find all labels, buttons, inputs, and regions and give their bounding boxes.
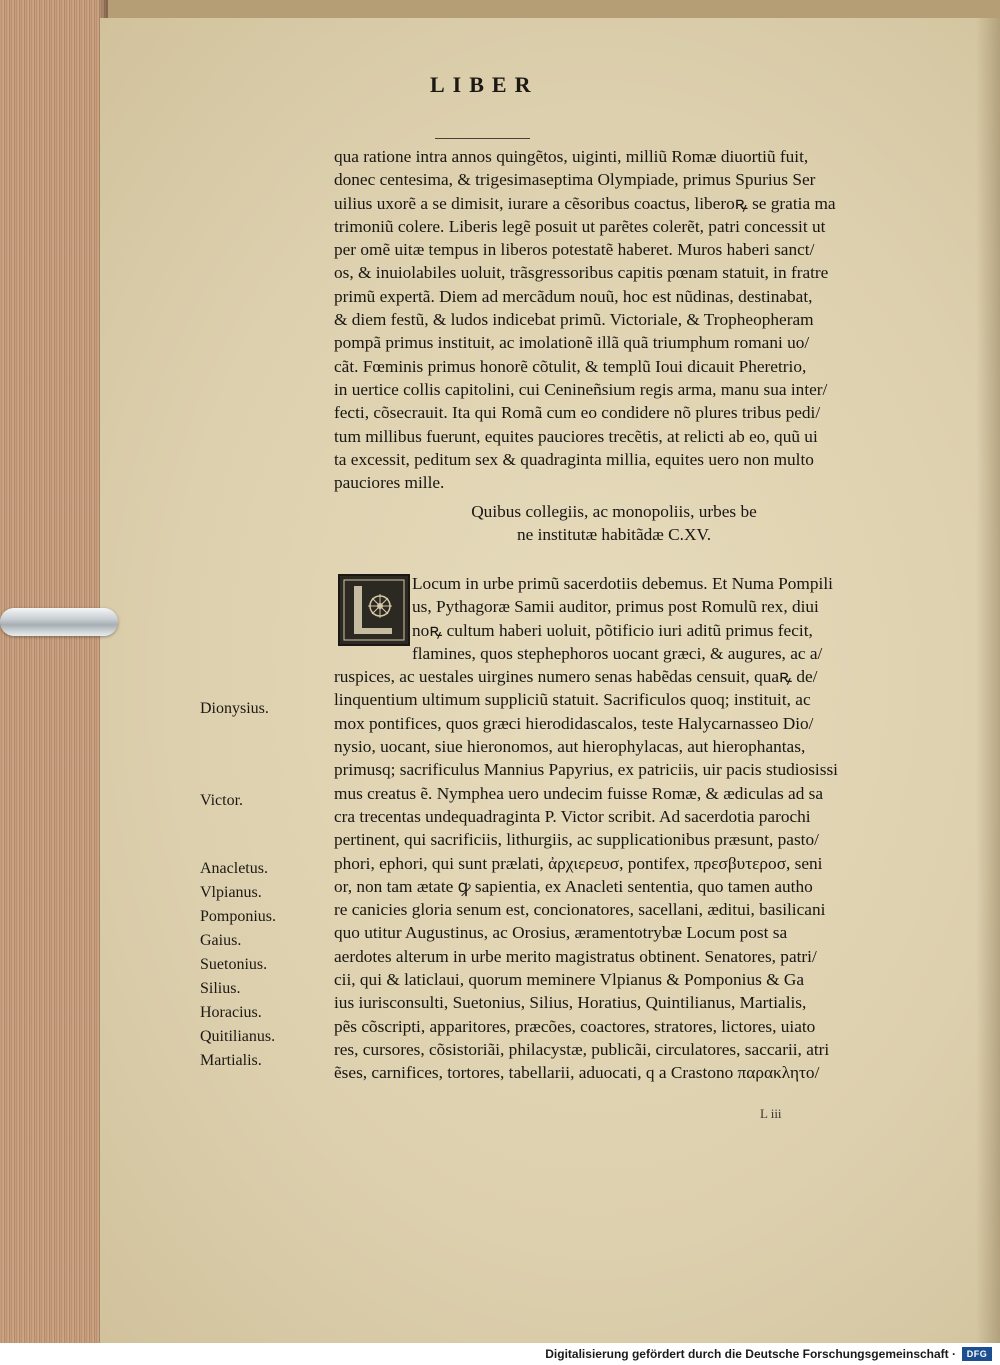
text-line: per omẽ uitæ tempus in liberos potestatẽ haberet. Muros haberi sanct/: [334, 240, 815, 260]
margin-note: Suetonius.: [200, 956, 268, 973]
running-head: LIBER: [430, 72, 539, 97]
text-line: or, non tam ætate ꝙ sapientia, ex Anacleti sententia, quo tamen autho: [334, 876, 813, 896]
text-line: tum millibus fuerunt, equites pauciores trecẽtis, at relicti ab eo, quũ ui: [334, 426, 818, 446]
heading-line: ne institutæ habitãdæ C.XV.: [516, 525, 712, 545]
text-line: Locum in urbe primũ sacerdotiis debemus. Et Numa Pompili: [412, 574, 833, 593]
decorated-initial-l-icon: [338, 574, 410, 646]
text-line: re canicies gloria senum est, concionatores, sacellani, æditui, basilicani: [334, 900, 826, 920]
margin-note: Martialis.: [200, 1052, 262, 1069]
text-line: ẽses, carnifices, tortores, tabellarii, aduocati, q a Crastono παρακλητο/: [334, 1063, 820, 1083]
text-line: cãt. Fœminis primus honorẽ cõtulit, & templũ Ioui dicauit Pheretrio,: [334, 356, 807, 376]
text-line: & diem festũ, & ludos indicebat primũ. Victoriale, & Tropheopheram: [334, 310, 814, 330]
body-text-upper: [334, 145, 894, 494]
text-line: res, cursores, cõsistoriãi, philacystæ, publicãi, circulatores, saccarii, atri: [334, 1039, 830, 1059]
text-line: primusq; sacrificulus Mannius Papyrius, ex patriciis, uir pacis studiosissi: [334, 760, 838, 780]
dfg-logo-icon[interactable]: DFG: [962, 1347, 992, 1361]
text-line: mus creatus ẽ. Nymphea uero undecim fuisse Romæ, & ædiculas ad sa: [334, 783, 824, 803]
text-line: noꝶ cultum haberi uoluit, põtificio iuri aditũ primus fecit,: [412, 620, 813, 640]
text-line: trimoniũ colere. Liberis legẽ posuit ut parẽtes colerẽt, patri concessit ut: [334, 216, 826, 236]
body-text-lower: [334, 572, 894, 1085]
book-page-edges: [0, 0, 108, 1343]
margin-note: Quitilianus.: [200, 1028, 276, 1045]
header-rule: [435, 138, 530, 139]
margin-note: Victor.: [200, 792, 244, 809]
text-line: pauciores mille.: [334, 473, 445, 493]
margin-note: Gaius.: [200, 932, 242, 949]
text-line: cii, qui & laticlaui, quorum meminere Vlpianus & Pomponius & Ga: [334, 970, 805, 990]
text-line: pẽs cõscripti, apparitores, præcões, coactores, stratores, lictores, uiato: [334, 1016, 816, 1036]
chapter-heading: [334, 500, 854, 547]
footer-credit: Digitalisierung gefördert durch die Deutsche Forschungsgemeinschaft ·: [545, 1347, 956, 1361]
text-line: linquentium ultimum suppliciũ statuit. Sacrificulos quoq; instituit, ac: [334, 690, 811, 710]
text-line: cra trecentas undequadraginta P. Victor scribit. Ad sacerdotia parochi: [334, 806, 811, 826]
page-gutter-shadow: [976, 18, 1000, 1343]
footer-bar: [0, 1343, 1000, 1365]
margin-note: Anacletus.: [200, 860, 268, 877]
margin-note: Vlpianus.: [200, 884, 262, 901]
heading-line: Quibus collegiis, ac monopoliis, urbes be: [471, 502, 757, 521]
text-line: os, & inuiolabiles uoluit, trãsgressoribus capitis pœnam statuit, in fratre: [334, 263, 829, 283]
margin-note: Pomponius.: [200, 908, 277, 925]
text-line: pompã primus instituit, ac imolationẽ illã quã triumphum romani uo/: [334, 333, 810, 353]
glass-page-weight: [0, 608, 118, 636]
text-line: ius iurisconsulti, Suetonius, Silius, Horatius, Quintilianus, Martialis,: [334, 993, 807, 1013]
text-line: fecti, cõsecrauit. Ita qui Romã cum eo condidere nõ plures tribus pedi/: [334, 403, 821, 423]
text-line: ta excessit, peditum sex & quadraginta millia, equites uero non multo: [334, 449, 814, 469]
text-line: nysio, uocant, siue hieronomos, aut hierophylacas, aut hierophantas,: [334, 737, 806, 757]
text-line: in uertice collis capitolini, cui Cenineñsium regis arma, manu sua inter/: [334, 379, 828, 399]
text-line: ruspices, ac uestales uirgines numero senas habẽdas censuit, quaꝶ de/: [334, 667, 818, 687]
text-line: mox pontifices, quos græci hierodidascalos, teste Halycarnasseo Dio/: [334, 713, 814, 733]
text-line: donec centesima, & trigesimaseptima Olympiade, primus Spurius Ser: [334, 170, 816, 190]
text-line: us, Pythagoræ Samii auditor, primus post Romulũ rex, diui: [412, 597, 819, 617]
catchword: L iii: [760, 1106, 782, 1121]
text-line: qua ratione intra annos quingẽtos, uiginti, milliũ Romæ diuortiũ fuit,: [334, 147, 809, 166]
text-line: uilius uxorẽ a se dimisit, iurare a cẽsoribus coactus, liberoꝶ se gratia ma: [334, 193, 836, 213]
margin-note: Dionysius.: [200, 700, 269, 717]
margin-note: Horacius.: [200, 1004, 262, 1021]
text-line: aerdotes alterum in urbe merito magistratus obtinent. Senatores, patri/: [334, 946, 817, 966]
text-line: primũ expertã. Diem ad mercãdum nouũ, hoc est nũdinas, destinabat,: [334, 286, 813, 306]
text-line: phori, ephori, qui sunt prælati, ἀρχιερευσ, pontifex, πρεσβυτεροσ, seni: [334, 853, 823, 873]
text-line: flamines, quos stephephoros uocant græci, & augures, ac a/: [412, 643, 823, 663]
margin-note: Silius.: [200, 980, 241, 997]
text-line: pertinent, qui sacrificiis, lithurgiis, ac supplicationibus præsunt, pasto/: [334, 830, 819, 850]
text-line: quo utitur Augustinus, ac Orosius, æramentotrybæ Locum post sa: [334, 923, 788, 943]
